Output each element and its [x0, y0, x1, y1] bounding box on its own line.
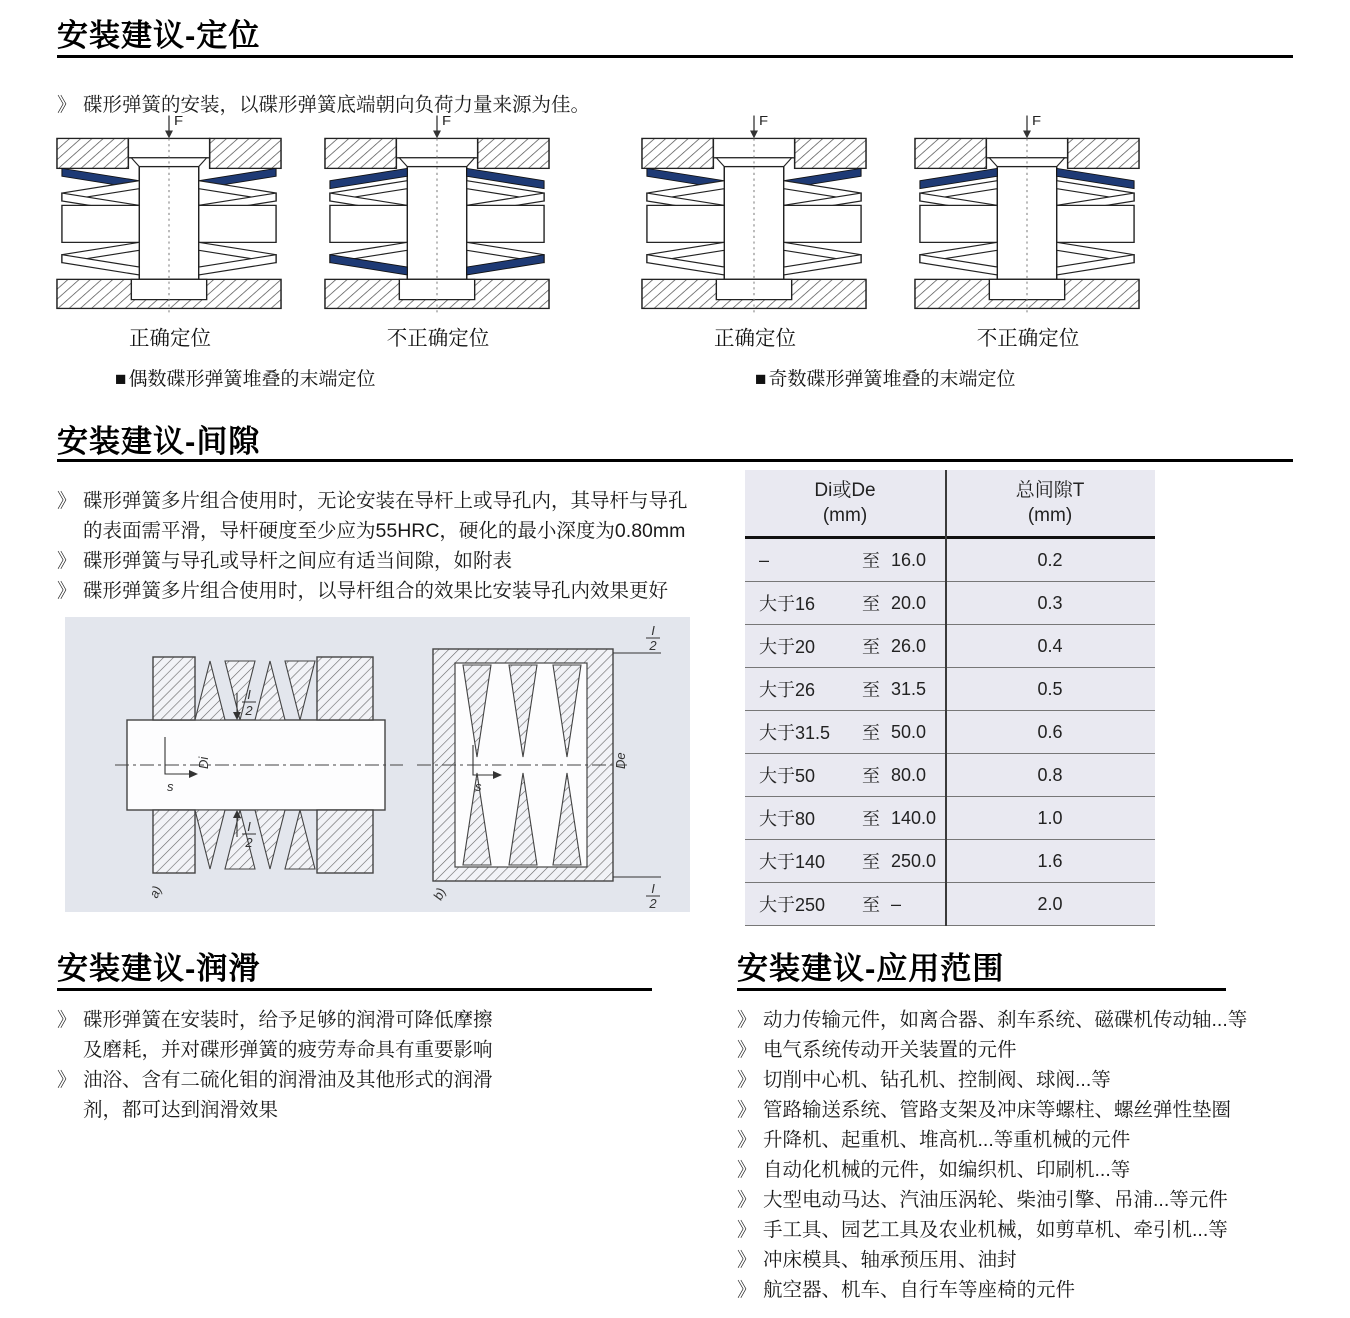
figure-a-label: a) — [146, 883, 165, 901]
range-from: 大于250 — [759, 895, 826, 915]
diagram-caption: 不正确定位 — [386, 327, 490, 350]
range-to: 20.0 — [891, 592, 927, 613]
range-to: 31.5 — [891, 678, 927, 699]
bullet-marker: 》 — [737, 1189, 757, 1211]
table-row — [745, 625, 1155, 668]
disc-spring-stack-drawing — [322, 112, 552, 319]
gap-value: 1.6 — [1037, 850, 1063, 871]
bullet-text: 碟形弹簧多片组合使用时，无论安装在导杆上或导孔内，其导杆与导孔的表面需平滑，导杆硬度至少应为55HRC，硬化的最小深度为0.80mm — [83, 490, 688, 542]
dim-half-2: 2 — [649, 638, 657, 653]
gap-value: 0.2 — [1037, 549, 1063, 570]
bullet-marker: 》 — [737, 1099, 757, 1121]
header-line: (mm) — [822, 505, 868, 526]
table-row — [745, 840, 1155, 883]
range-to-word: 至 — [862, 723, 880, 743]
force-arrow-icon — [750, 130, 758, 138]
range-from: 大于50 — [759, 766, 816, 786]
table-row — [745, 582, 1155, 625]
list-item-text: 手工具、园艺工具及农业机械，如剪草机、牵引机...等 — [763, 1219, 1228, 1241]
list-item-text: 升降机、起重机、堆高机...等重机械的元件 — [763, 1129, 1131, 1151]
applications-list — [737, 1005, 1297, 1305]
list-item-text: 航空器、机车、自行车等座椅的元件 — [763, 1279, 1076, 1301]
range-from: – — [759, 549, 770, 570]
bullet-marker: 》 — [737, 1069, 757, 1091]
range-to: 140.0 — [891, 807, 937, 828]
range-to-word: 至 — [862, 680, 880, 700]
diagram-odd-incorrect — [912, 112, 1144, 351]
group-caption-text: 偶数碟形弹簧堆叠的末端定位 — [128, 369, 376, 390]
range-to-word: 至 — [862, 809, 880, 829]
range-to-word: 至 — [862, 594, 880, 614]
list-item — [737, 1035, 1297, 1065]
square-marker: ■ — [755, 369, 767, 390]
list-item — [737, 1245, 1297, 1275]
gap-value: 0.5 — [1037, 678, 1063, 699]
force-arrow-icon — [165, 130, 173, 138]
bullet-marker: 》 — [737, 1009, 757, 1031]
list-item — [737, 1275, 1297, 1305]
section-title-lubrication: 安装建议-润滑 — [57, 951, 261, 986]
diagram-even-correct — [54, 112, 286, 351]
bullet-marker: 》 — [737, 1159, 757, 1181]
gap-value: 0.3 — [1037, 592, 1063, 613]
guide-rod-hole-drawing — [65, 617, 690, 912]
bullet-item — [57, 1065, 509, 1125]
list-item-text: 自动化机械的元件，如编织机、印刷机...等 — [763, 1159, 1131, 1181]
range-to-word: 至 — [862, 637, 880, 657]
bullet-marker: 》 — [57, 1009, 77, 1031]
section-title-clearance: 安装建议-间隙 — [57, 424, 261, 459]
table-row — [745, 539, 1155, 582]
list-item — [737, 1185, 1297, 1215]
gap-value: 0.4 — [1037, 635, 1063, 656]
disc-spring-stack-drawing — [639, 112, 869, 319]
table-row — [745, 711, 1155, 754]
clearance-table-header — [745, 470, 1155, 539]
diagram-even-incorrect — [322, 112, 554, 351]
clearance-table — [745, 470, 1155, 926]
diagram-odd-correct — [639, 112, 871, 351]
section-title-applications: 安装建议-应用范围 — [737, 951, 1005, 986]
list-item-text: 冲床模具、轴承预压用、油封 — [763, 1249, 1017, 1271]
range-from: 大于26 — [759, 680, 816, 700]
bullet-marker: 》 — [737, 1249, 757, 1271]
gap-value: 1.0 — [1037, 807, 1063, 828]
square-marker: ■ — [115, 369, 127, 390]
range-to: 26.0 — [891, 635, 927, 656]
range-from: 大于80 — [759, 809, 816, 829]
range-from: 大于31.5 — [759, 723, 831, 743]
table-row — [745, 883, 1155, 926]
table-row — [745, 797, 1155, 840]
title-underline — [57, 55, 1293, 58]
bullet-item — [57, 1005, 509, 1065]
title-underline — [57, 988, 652, 991]
range-from: 大于20 — [759, 637, 816, 657]
range-to-word: 至 — [862, 852, 880, 872]
list-item — [737, 1125, 1297, 1155]
diagram-caption: 正确定位 — [129, 327, 211, 350]
force-arrow-icon — [1023, 130, 1031, 138]
range-to: – — [891, 893, 902, 914]
list-item-text: 切削中心机、钻孔机、控制阀、球阀...等 — [763, 1069, 1111, 1091]
gap-value: 0.6 — [1037, 721, 1063, 742]
dim-half-i: I — [247, 819, 251, 834]
dim-half-2: 2 — [245, 703, 253, 718]
range-to: 16.0 — [891, 549, 927, 570]
group-caption-odd — [755, 364, 1016, 391]
diagram-caption: 不正确定位 — [976, 327, 1080, 350]
group-caption-even — [115, 364, 376, 391]
bullet-item — [57, 576, 705, 606]
dim-half-i: I — [651, 881, 655, 896]
column-header-total-gap — [945, 470, 1155, 536]
dim-half-i: I — [247, 687, 251, 702]
bullet-marker: 》 — [57, 580, 77, 602]
bullet-text: 碟形弹簧与导孔或导杆之间应有适当间隙，如附表 — [83, 550, 513, 572]
bullet-marker: 》 — [737, 1219, 757, 1241]
table-row — [745, 754, 1155, 797]
range-from: 大于16 — [759, 594, 816, 614]
header-line: 总间隙T — [1015, 480, 1085, 501]
force-label: F — [173, 113, 184, 129]
list-item — [737, 1005, 1297, 1035]
disc-spring-stack-drawing — [54, 112, 284, 319]
range-from: 大于140 — [759, 852, 826, 872]
range-to: 80.0 — [891, 764, 927, 785]
force-label: F — [441, 113, 452, 129]
lubrication-bullets — [57, 1005, 509, 1125]
bullet-marker: 》 — [57, 93, 77, 116]
bullet-text: 碟形弹簧在安装时，给予足够的润滑可降低摩擦及磨耗，并对碟形弹簧的疲劳寿命具有重要影响 — [83, 1009, 493, 1061]
gap-value: 0.8 — [1037, 764, 1063, 785]
dim-half-2: 2 — [649, 896, 657, 911]
dim-s-label: s — [167, 779, 174, 794]
table-row — [745, 668, 1155, 711]
dim-s-label: s — [475, 779, 482, 794]
bullet-marker: 》 — [57, 550, 77, 572]
section-title-positioning: 安装建议-定位 — [57, 18, 261, 53]
range-to-word: 至 — [862, 895, 880, 915]
bullet-text: 油浴、含有二硫化钼的润滑油及其他形式的润滑剂，都可达到润滑效果 — [83, 1069, 493, 1121]
bullet-item — [57, 486, 705, 546]
dim-di-label: Di — [196, 756, 211, 769]
list-item-text: 管路输送系统、管路支架及冲床等螺柱、螺丝弹性垫圈 — [763, 1099, 1232, 1121]
clearance-bullets — [57, 486, 705, 606]
positioning-intro-text: 碟形弹簧的安装，以碟形弹簧底端朝向负荷力量来源为佳。 — [83, 93, 591, 116]
bullet-marker: 》 — [57, 1069, 77, 1091]
table-column-divider — [945, 470, 947, 926]
force-label: F — [1031, 113, 1042, 129]
disc-spring-stack-drawing — [912, 112, 1142, 319]
bullet-item — [57, 546, 705, 576]
diagram-caption: 正确定位 — [714, 327, 796, 350]
list-item-text: 电气系统传动开关装置的元件 — [763, 1039, 1017, 1061]
list-item — [737, 1095, 1297, 1125]
force-label: F — [758, 113, 769, 129]
group-caption-text: 奇数碟形弹簧堆叠的末端定位 — [768, 369, 1016, 390]
range-to: 50.0 — [891, 721, 927, 742]
dim-de-label: De — [613, 752, 628, 769]
bullet-marker: 》 — [737, 1129, 757, 1151]
list-item — [737, 1215, 1297, 1245]
range-to: 250.0 — [891, 850, 937, 871]
gap-value: 2.0 — [1037, 893, 1063, 914]
force-arrow-icon — [433, 130, 441, 138]
list-item — [737, 1065, 1297, 1095]
dim-half-2: 2 — [245, 835, 253, 850]
dim-half-i: I — [651, 623, 655, 638]
bullet-marker: 》 — [737, 1039, 757, 1061]
range-to-word: 至 — [862, 551, 880, 571]
list-item-text: 大型电动马达、汽油压涡轮、柴油引擎、吊浦...等元件 — [763, 1189, 1228, 1211]
header-line: (mm) — [1027, 505, 1073, 526]
column-header-diameter — [745, 470, 945, 536]
list-item — [737, 1155, 1297, 1185]
figure-b-label: b) — [430, 885, 449, 903]
range-to-word: 至 — [862, 766, 880, 786]
bullet-text: 碟形弹簧多片组合使用时，以导杆组合的效果比安装导孔内效果更好 — [83, 580, 669, 602]
list-item-text: 动力传输元件，如离合器、刹车系统、磁碟机传动轴...等 — [763, 1009, 1248, 1031]
header-line: Di或De — [814, 480, 876, 501]
title-underline — [737, 988, 1226, 991]
bullet-marker: 》 — [737, 1279, 757, 1301]
title-underline — [57, 459, 1293, 462]
bullet-marker: 》 — [57, 490, 77, 512]
